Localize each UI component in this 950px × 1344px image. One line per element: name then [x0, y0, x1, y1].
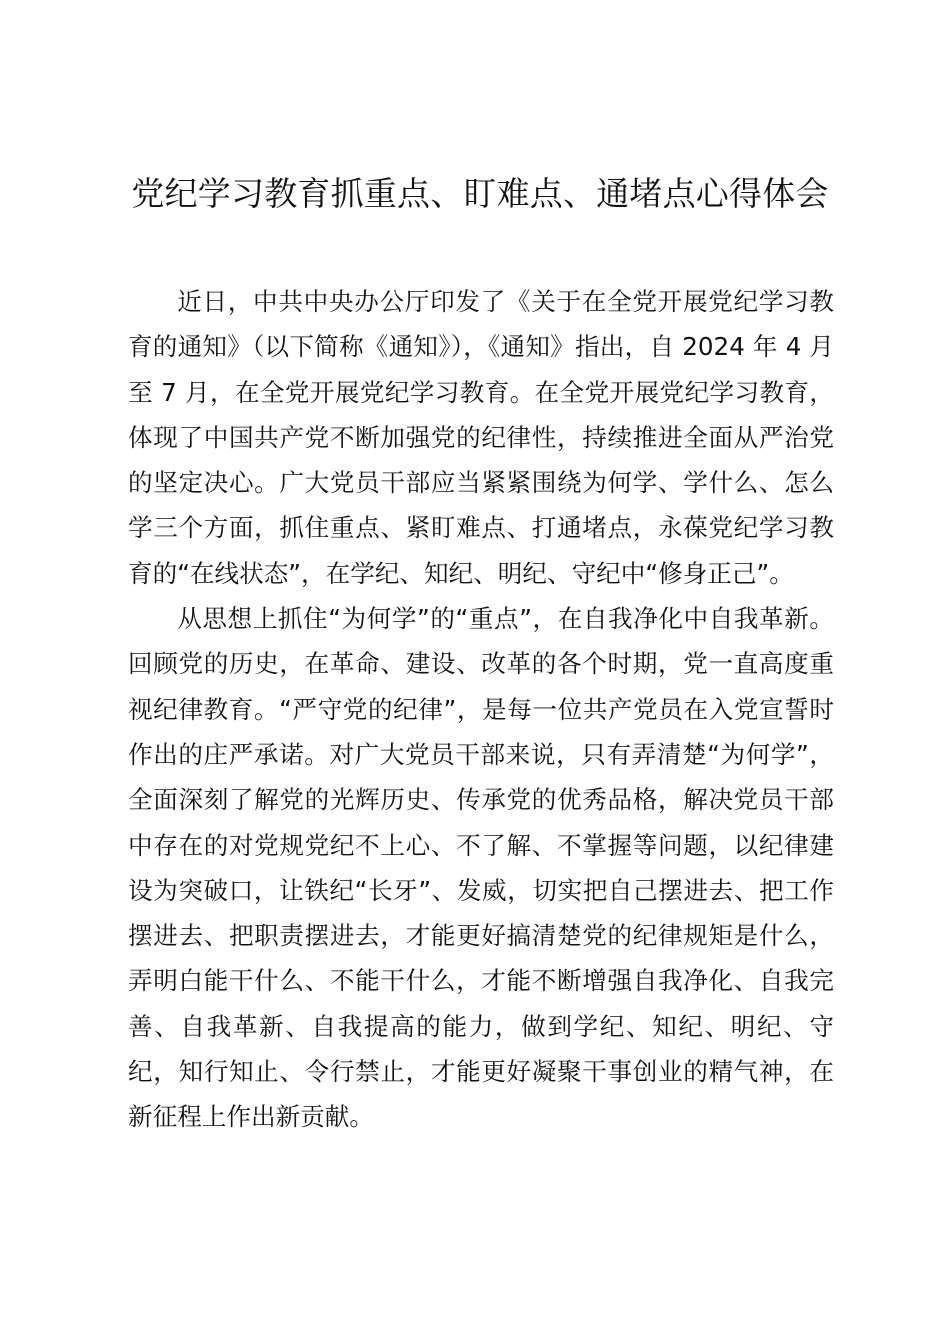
paragraph-intro: 近日，中共中央办公厅印发了《关于在全党开展党纪学习教育的通知》（以下简称《通知》），《通知》指出，自 2024 年 4 月至 7 月，在全党开展党纪学习教育。在全党开展党纪学习教育，体现了中国共产党不断加强党的纪律性，持续推进全面从严治党的坚定决心。广大党员干部应当紧紧围绕为何学、学什么、怎么学三个方面，抓住重点、紧盯难点、打通堵点，永葆党纪学习教育的“在线状态”，在学纪、知纪、明纪、守纪中“修身正己”。 [128, 287, 834, 588]
document-body [128, 279, 834, 1140]
paragraph-why-learn: 从思想上抓住“为何学”的“重点”，在自我净化中自我革新。回顾党的历史，在革命、建设、改革的各个时期，党一直高度重视纪律教育。“严守党的纪律”，是每一位共产党员在入党宣誓时作出的庄严承诺。对广大党员干部来说，只有弄清楚“为何学”，全面深刻了解党的光辉历史、传承党的优秀品格，解决党员干部中存在的对党规党纪不上心、不了解、不掌握等问题，以纪律建设为突破口，让铁纪“长牙”、发威，切实把自己摆进去、把工作摆进去、把职责摆进去，才能更好搞清楚党的纪律规矩是什么，弄明白能干什么、不能干什么，才能不断增强自我净化、自我完善、自我革新、自我提高的能力，做到学纪、知纪、明纪、守纪，知行知止、令行禁止，才能更好凝聚干事创业的精气神，在新征程上作出新贡献。 [128, 604, 834, 1132]
document-title: 党纪学习教育抓重点、盯难点、通堵点心得体会 [131, 174, 829, 213]
